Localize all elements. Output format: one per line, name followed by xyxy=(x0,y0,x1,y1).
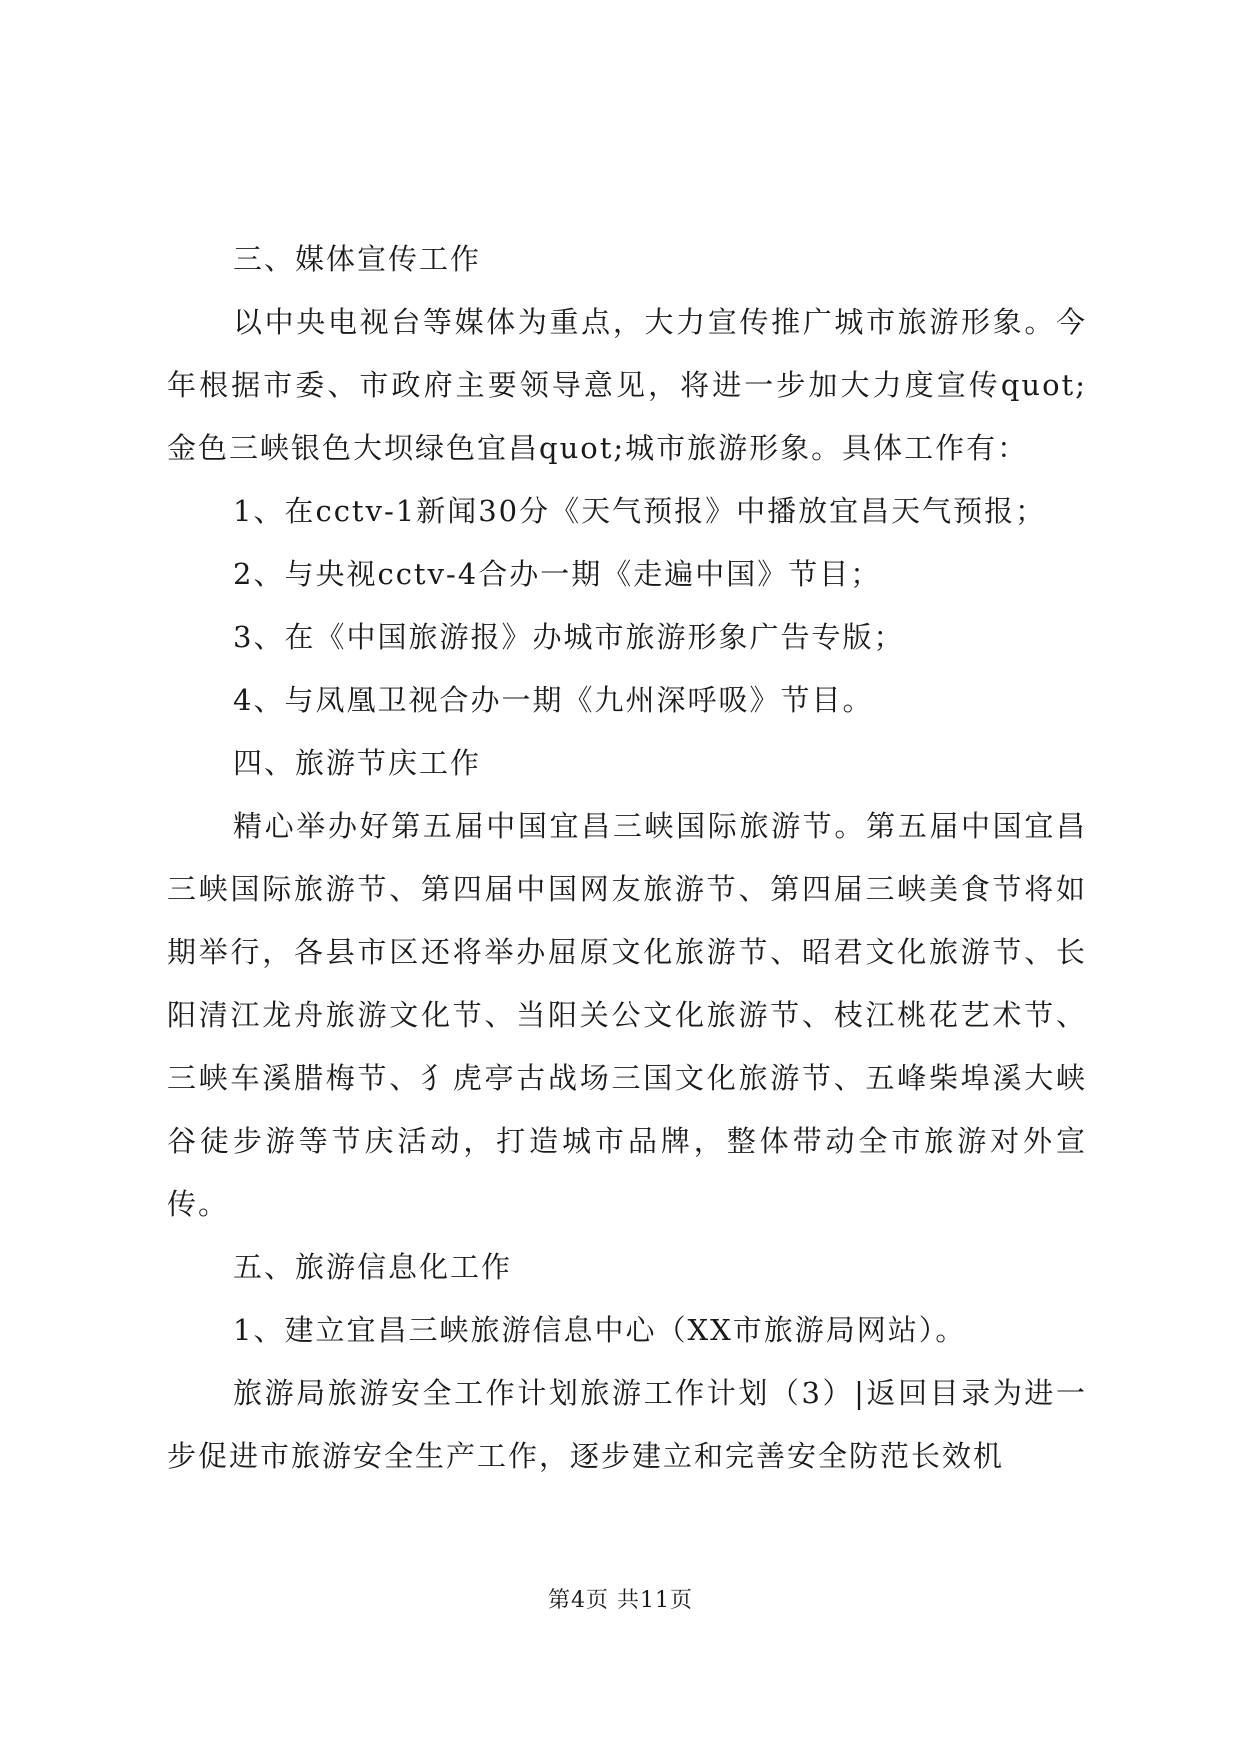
list-item-media-1: 1、在cctv-1新闻30分《天气预报》中播放宜昌天气预报； xyxy=(233,494,1047,528)
section-heading-media: 三、媒体宣传工作 xyxy=(233,242,482,276)
paragraph-festivals: 精心举办好第五届中国宜昌三峡国际旅游节。第五届中国宜昌三峡国际旅游节、第四届中国网友旅游节、第四届三峡美食节将如期举行，各县市区还将举办屈原文化旅游节、昭君文化旅游节、长阳清江龙舟旅游文化节、当阳关公文化旅游节、枝江桃花艺术节、三峡车溪腊梅节、犭虎亭古战场三国文化旅游节、五峰柴埠溪大峡谷徒步游等节庆活动，打造城市品牌，整体带动全市旅游对外宣传。 xyxy=(167,809,1087,1221)
document-body xyxy=(167,228,1087,1488)
paragraph-media-intro: 以中央电视台等媒体为重点，大力宣传推广城市旅游形象。今年根据市委、市政府主要领导意见，将进一步加大力度宣传quot;金色三峡银色大坝绿色宜昌quot;城市旅游形象。具体工作有： xyxy=(167,305,1087,465)
section-heading-informatization: 五、旅游信息化工作 xyxy=(233,1250,513,1284)
page-footer: 第4页 共11页 xyxy=(548,1588,693,1613)
list-item-media-3: 3、在《中国旅游报》办城市旅游形象广告专版； xyxy=(233,620,905,654)
list-item-informatization-1: 1、建立宜昌三峡旅游信息中心（XX市旅游局网站）。 xyxy=(233,1313,967,1347)
list-item-media-2: 2、与央视cctv-4合办一期《走遍中国》节目； xyxy=(233,557,882,591)
list-item-media-4: 4、与凤凰卫视合办一期《九州深呼吸》节目。 xyxy=(233,683,874,717)
section-heading-festivals: 四、旅游节庆工作 xyxy=(233,746,482,780)
paragraph-safety-plan: 旅游局旅游安全工作计划旅游工作计划（3）|返回目录为进一步促进市旅游安全生产工作，逐步建立和完善安全防范长效机 xyxy=(167,1376,1087,1473)
